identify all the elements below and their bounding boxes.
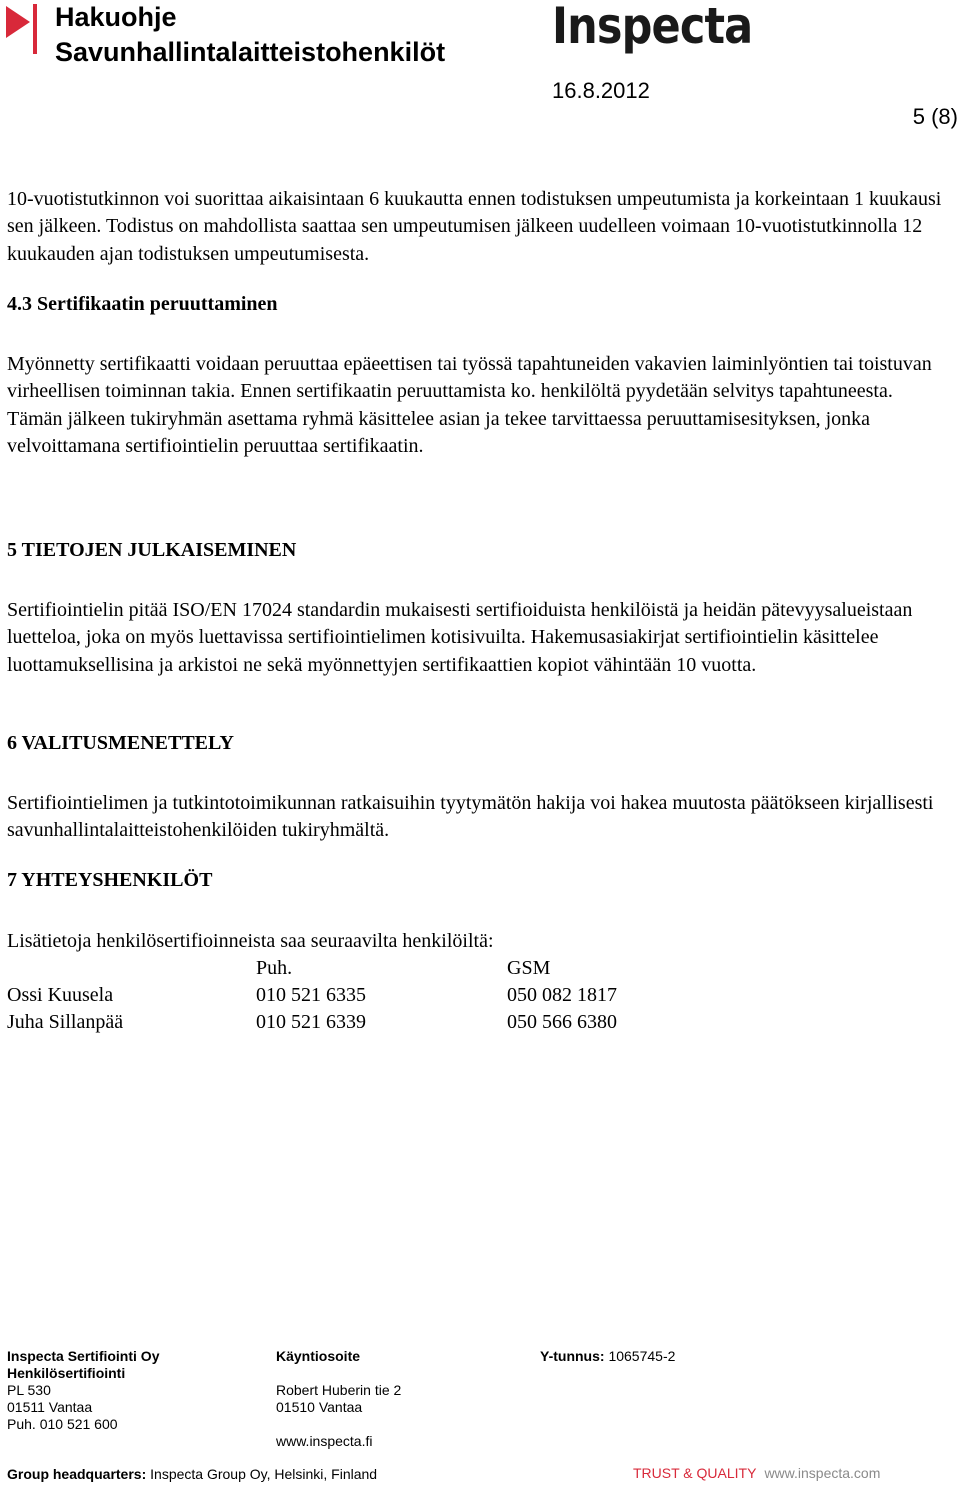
intro-paragraph: 10-vuotistutkinnon voi suorittaa aikaisintaan 6 kuukautta ennen todistuksen umpeutumista ja korkeintaan 1 kuukausi sen jälkeen. Todistus on mahdollista saattaa sen umpeutumisen jälkeen uudelleen voimaan 10-vuotistutkinnolla 12 kuukauden ajan todistuksen umpeutumisesta.	[7, 188, 942, 265]
footer-ytunnus	[540, 1348, 675, 1365]
contact-gsm: 050 082 1817	[507, 984, 617, 1006]
section-4-3-paragraph: Myönnetty sertifikaatti voidaan peruuttaa epäeettisen tai työssä tapahtuneiden vakavien laiminlyöntien tai toistuvan virheellisen toiminnan takia. Ennen sertifikaatin peruuttamista ko. henkilöltä pyydetään selvitys tapahtuneesta. Tämän jälkeen tukiryhmän asettama ryhmä käsittelee asian ja tekee tarvittaessa peruuttamisesityksen, jonka velvoittamana sertifiointielin peruuttaa sertifikaatin.	[7, 353, 932, 457]
page-number: 5 (8)	[912, 104, 958, 129]
document-title	[55, 0, 445, 70]
footer-ytunnus-label: Y-tunnus:	[540, 1348, 605, 1364]
footer-company-block	[7, 1348, 159, 1433]
footer-headquarters	[7, 1466, 377, 1483]
inspecta-logo: Inspecta	[552, 0, 753, 55]
footer-hq-text: Inspecta Group Oy, Helsinki, Finland	[150, 1466, 378, 1482]
contact-phone: 010 521 6335	[256, 984, 366, 1006]
trust-quality-slogan: TRUST & QUALITY	[633, 1465, 757, 1481]
footer-unit: Henkilösertifiointi	[7, 1365, 126, 1381]
footer-visit-block	[276, 1348, 401, 1450]
footer-trust-quality	[633, 1465, 880, 1482]
section-7-paragraph: Lisätietoja henkilösertifioinneista saa seuraavilta henkilöiltä:	[7, 930, 494, 952]
section-4-3-heading: 4.3 Sertifikaatin peruuttaminen	[7, 293, 278, 315]
contact-name: Juha Sillanpää	[7, 1011, 124, 1033]
section-6-paragraph: Sertifiointielimen ja tutkintotoimikunnan ratkaisuihin tyytymätön hakija voi hakea muutosta päätökseen kirjallisesti savunhallintalaitteistohenkilöiden tukiryhmältä.	[7, 792, 934, 842]
footer-company: Inspecta Sertifiointi Oy	[7, 1348, 160, 1364]
footer-postal: 01511 Vantaa	[7, 1399, 93, 1415]
header-date: 16.8.2012	[552, 78, 650, 103]
header-arrow-icon	[6, 2, 40, 54]
footer-visit-label: Käyntiosoite	[276, 1348, 361, 1364]
section-5-heading: 5 TIETOJEN JULKAISEMINEN	[7, 539, 297, 561]
footer-street: Robert Huberin tie 2	[276, 1382, 402, 1398]
gsm-column-header: GSM	[507, 957, 551, 979]
phone-column-header: Puh.	[256, 957, 293, 979]
contact-gsm: 050 566 6380	[507, 1011, 617, 1033]
contact-name: Ossi Kuusela	[7, 984, 114, 1006]
section-6-heading: 6 VALITUSMENETTELY	[7, 732, 234, 754]
footer-ytunnus-value: 1065745-2	[608, 1348, 676, 1364]
footer-phone: Puh. 010 521 600	[7, 1416, 118, 1432]
footer-po-box: PL 530	[7, 1382, 51, 1398]
footer-hq-label: Group headquarters:	[7, 1466, 147, 1482]
footer-website-link[interactable]: www.inspecta.fi	[276, 1433, 373, 1449]
footer-visit-postal: 01510 Vantaa	[276, 1399, 363, 1415]
footer-inspecta-com-link[interactable]: www.inspecta.com	[764, 1465, 881, 1481]
section-7-heading: 7 YHTEYSHENKILÖT	[7, 869, 213, 891]
contact-phone: 010 521 6339	[256, 1011, 366, 1033]
document-title-line1: Hakuohje	[55, 2, 177, 32]
section-5-paragraph: Sertifiointielin pitää ISO/EN 17024 standardin mukaisesti sertifioiduista henkilöistä ja heidän pätevyysalueistaan luetteloa, joka on myös luettavissa sertifiointielimen kotisivuilta. Hakemusasiakirjat sertifiointielin käsittelee luottamuksellisina ja arkistoi ne sekä myönnettyjen sertifikaattien kopiot vähintään 10 vuotta.	[7, 599, 913, 676]
document-title-line2: Savunhallintalaitteistohenkilöt	[55, 37, 446, 67]
